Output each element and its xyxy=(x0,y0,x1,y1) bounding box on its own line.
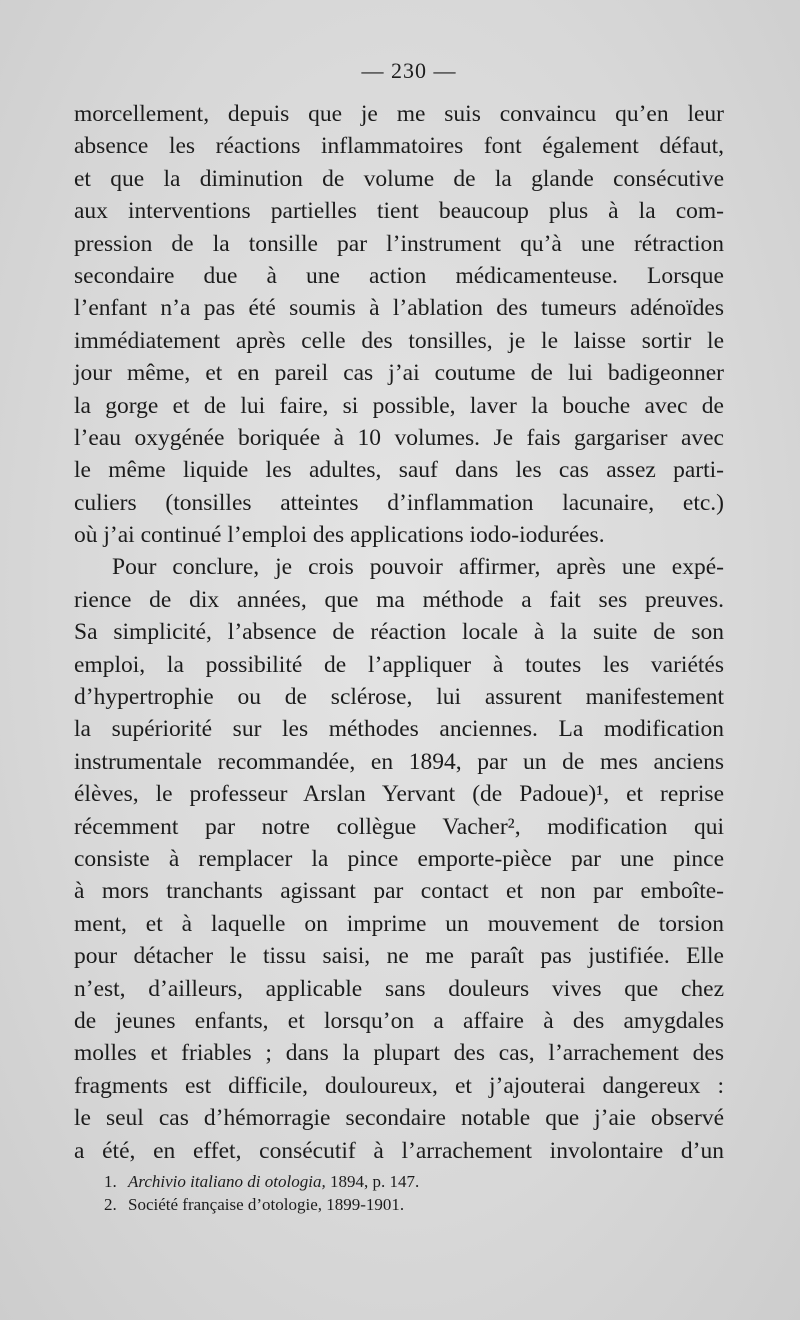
footnote xyxy=(104,1193,724,1216)
footnote-number: 1. xyxy=(104,1172,117,1191)
text-line: ment, et à laquelle on imprime un mouvement de torsion xyxy=(74,910,724,937)
text-line: l’enfant n’a pas été soumis à l’ablation des tumeurs adénoïdes xyxy=(74,295,724,322)
text-line: l’eau oxygénée boriquée à 10 volumes. Je fais gargariser avec xyxy=(74,424,724,451)
text-line: culiers (tonsilles atteintes d’inflammation lacunaire, etc.) xyxy=(74,489,724,516)
text-line: la supériorité sur les méthodes anciennes. La modification xyxy=(74,716,724,743)
text-line: et que la diminution de volume de la glande consécutive xyxy=(74,165,724,192)
page-number: — 230 — xyxy=(361,58,457,83)
text-line: la gorge et de lui faire, si possible, laver la bouche avec de xyxy=(74,392,724,419)
text-line: emploi, la possibilité de l’appliquer à toutes les variétés xyxy=(74,651,724,678)
footnote-reference: 1894, p. 147. xyxy=(325,1172,420,1191)
text-line: immédiatement après celle des tonsilles, je le laisse sortir le xyxy=(74,327,724,354)
text-line: Pour conclure, je crois pouvoir affirmer, après une expé- xyxy=(112,554,724,581)
text-line: rience de dix années, que ma méthode a fait ses preuves. xyxy=(74,586,724,613)
footnote-reference: Société française d’otologie, 1899-1901. xyxy=(128,1195,405,1214)
footnotes xyxy=(104,1170,724,1216)
text-line: aux interventions partielles tient beaucoup plus à la com- xyxy=(74,198,724,225)
text-line: pour détacher le tissu saisi, ne me paraît pas justifiée. Elle xyxy=(74,943,724,970)
footnote xyxy=(104,1170,724,1193)
text-line: instrumentale recommandée, en 1894, par un de mes anciens xyxy=(74,748,724,775)
paragraph-1 xyxy=(74,98,724,551)
text-line: à mors tranchants agissant par contact et non par emboîte- xyxy=(74,878,724,905)
text-line: fragments est difficile, douloureux, et j’ajouterai dangereux : xyxy=(74,1072,724,1099)
paragraph-2 xyxy=(74,551,724,1166)
footnote-number: 2. xyxy=(104,1195,117,1214)
text-line: le même liquide les adultes, sauf dans les cas assez parti- xyxy=(74,457,724,484)
text-line: de jeunes enfants, et lorsqu’on a affaire à des amygdales xyxy=(74,1007,724,1034)
footnote-journal-title: Archivio italiano di otologia, xyxy=(128,1172,326,1191)
text-line: morcellement, depuis que je me suis convaincu qu’en leur xyxy=(74,101,724,127)
body-text xyxy=(74,98,724,1167)
text-line: n’est, d’ailleurs, applicable sans douleurs vives que chez xyxy=(74,975,724,1002)
text-line: élèves, le professeur Arslan Yervant (de Padoue)¹, et reprise xyxy=(74,781,724,808)
text-line: où j’ai continué l’emploi des applications iodo-iodurées. xyxy=(74,522,605,549)
text-line: a été, en effet, consécutif à l’arrachement involontaire d’un xyxy=(74,1137,724,1164)
text-line: récemment par notre collègue Vacher², modification qui xyxy=(74,813,724,840)
text-line: molles et friables ; dans la plupart des cas, l’arrachement des xyxy=(74,1040,724,1067)
text-line: Sa simplicité, l’absence de réaction locale à la suite de son xyxy=(74,619,724,646)
text-line: pression de la tonsille par l’instrument qu’à une rétraction xyxy=(74,230,724,257)
text-line: le seul cas d’hémorragie secondaire notable que j’aie observé xyxy=(74,1105,724,1132)
text-line: secondaire due à une action médicamenteuse. Lorsque xyxy=(74,262,724,289)
text-line: d’hypertrophie ou de sclérose, lui assurent manifestement xyxy=(74,684,724,711)
text-line: consiste à remplacer la pince emporte-pièce par une pince xyxy=(74,845,724,872)
text-line: jour même, et en pareil cas j’ai coutume de lui badigeonner xyxy=(74,360,724,387)
text-line: absence les réactions inflammatoires font également défaut, xyxy=(74,133,724,160)
